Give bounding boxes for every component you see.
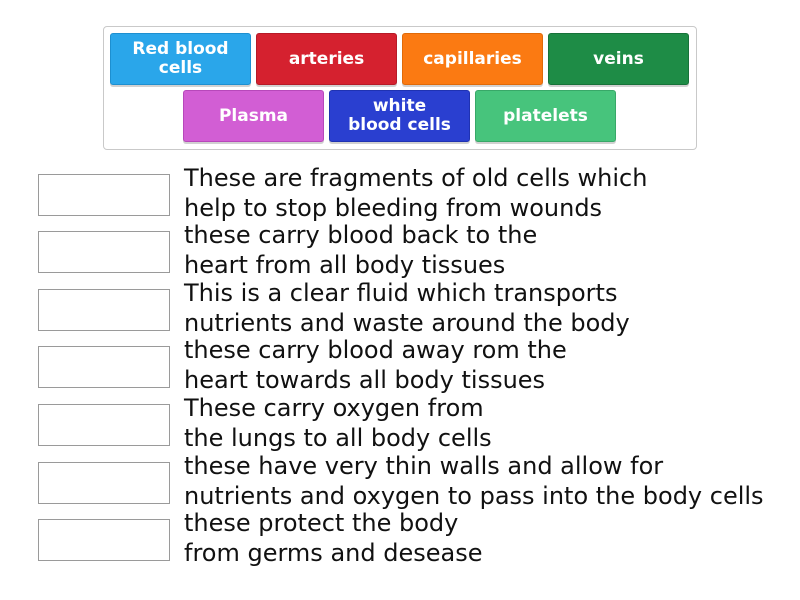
drop-zone[interactable]: [38, 462, 170, 504]
tile-platelets[interactable]: [475, 90, 616, 142]
match-row: [38, 223, 778, 279]
clue-text: [184, 393, 492, 453]
clue-line: This is a clear fluid which transports: [184, 279, 618, 307]
clue-line: nutrients and waste around the body: [184, 309, 630, 337]
match-row: [38, 166, 778, 222]
tile-white-blood-cells[interactable]: [329, 90, 470, 142]
clue-text: [184, 278, 630, 338]
answer-tile-bank: [103, 26, 697, 150]
clue-line: these carry blood back to the: [184, 221, 538, 249]
clue-line: from germs and desease: [184, 539, 483, 567]
match-row: [38, 511, 778, 567]
drop-zone[interactable]: [38, 289, 170, 331]
clue-text: [184, 163, 647, 223]
clue-line: these have very thin walls and allow for: [184, 452, 664, 480]
tile-red-blood-cells[interactable]: [110, 33, 251, 85]
clue-line: the lungs to all body cells: [184, 424, 492, 452]
drop-zone[interactable]: [38, 174, 170, 216]
match-row: [38, 281, 778, 337]
drop-zone[interactable]: [38, 519, 170, 561]
clue-text: [184, 335, 567, 395]
clue-line: these protect the body: [184, 509, 459, 537]
match-row: [38, 454, 778, 510]
tile-label: platelets: [503, 105, 588, 126]
clue-line: These carry oxygen from: [184, 394, 484, 422]
tile-arteries[interactable]: [256, 33, 397, 85]
tile-label: capillaries: [423, 48, 522, 69]
drop-zone[interactable]: [38, 404, 170, 446]
drop-zone[interactable]: [38, 346, 170, 388]
tile-label: blood cells: [348, 115, 451, 135]
clue-line: heart from all body tissues: [184, 251, 506, 279]
tile-label: arteries: [288, 48, 365, 69]
clue-text: [184, 451, 764, 511]
tile-plasma[interactable]: [183, 90, 324, 142]
clue-line: these carry blood away rom the: [184, 336, 567, 364]
clue-line: nutrients and oxygen to pass into the body cells: [184, 482, 764, 510]
tile-capillaries[interactable]: [402, 33, 543, 85]
clue-text: [184, 220, 537, 280]
clue-line: heart towards all body tissues: [184, 366, 546, 394]
drop-zone[interactable]: [38, 231, 170, 273]
clue-line: help to stop bleeding from wounds: [184, 194, 603, 222]
tile-veins[interactable]: [548, 33, 689, 85]
tile-label: cells: [158, 58, 203, 78]
tile-label: white: [372, 96, 427, 116]
tile-label: Red blood: [132, 39, 229, 59]
match-row: [38, 396, 778, 452]
match-row: [38, 338, 778, 394]
clue-text: [184, 508, 482, 568]
tile-label: veins: [593, 48, 644, 69]
clue-line: These are fragments of old cells which: [184, 164, 648, 192]
tile-label: Plasma: [218, 105, 289, 126]
